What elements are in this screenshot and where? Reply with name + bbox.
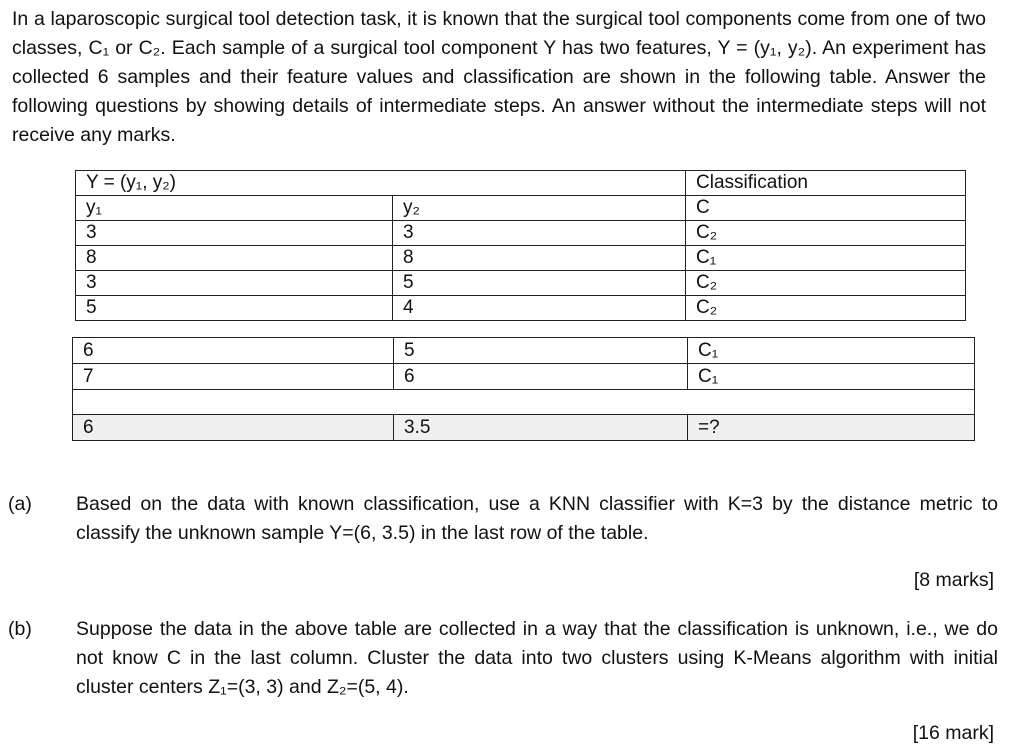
cell-y1: 7 xyxy=(73,364,394,390)
cell-class: C₁ xyxy=(686,246,966,271)
table-row xyxy=(73,364,975,390)
problem-intro: In a laparoscopic surgical tool detection task, it is known that the surgical tool components come from one of two classes, C₁ or C₂. Each sample of a surgical tool component Y has two features, Y = (y₁, y₂). An experiment has collected 6 samples and their feature values and classification are shown in the following table. Answer the following questions by showing details of intermediate steps. An answer without the intermediate steps will not receive any marks. xyxy=(12,8,986,146)
header-classification: Classification xyxy=(686,171,966,196)
cell-y1: 6 xyxy=(73,338,394,364)
table-header-row xyxy=(76,171,966,196)
cell-y1: 5 xyxy=(76,296,393,321)
data-table-continued xyxy=(72,337,975,441)
header-features: Y = (y₁, y₂) xyxy=(76,171,686,196)
question-b xyxy=(8,615,998,702)
unknown-sample-row xyxy=(73,415,975,441)
subheader-y1: y₁ xyxy=(76,196,393,221)
subheader-y2: y₂ xyxy=(393,196,686,221)
question-b-marks: [16 mark] xyxy=(912,722,994,744)
cell-class: =? xyxy=(688,415,975,441)
cell-y2: 5 xyxy=(394,338,688,364)
table-row xyxy=(76,246,966,271)
question-a-text: Based on the data with known classification, use a KNN classifier with K=3 by the distance metric to classify the unknown sample Y=(6, 3.5) in the last row of the table. xyxy=(76,493,998,544)
subheader-c: C xyxy=(686,196,966,221)
cell-y2: 3 xyxy=(393,221,686,246)
data-table-known xyxy=(75,170,966,321)
cell-y2: 6 xyxy=(394,364,688,390)
cell-class: C₂ xyxy=(686,271,966,296)
cell-y1: 3 xyxy=(76,271,393,296)
cell-y1: 8 xyxy=(76,246,393,271)
question-a xyxy=(8,490,998,548)
question-a-label: (a) xyxy=(8,493,32,515)
table-row xyxy=(76,271,966,296)
cell-y2: 5 xyxy=(393,271,686,296)
table-row xyxy=(73,338,975,364)
question-a-marks: [8 marks] xyxy=(913,569,994,591)
cell-y1: 6 xyxy=(73,415,394,441)
cell-y2: 8 xyxy=(393,246,686,271)
blank-separator-row xyxy=(73,390,975,415)
table-subheader-row xyxy=(76,196,966,221)
cell-class: C₁ xyxy=(688,338,975,364)
question-b-label: (b) xyxy=(8,618,32,640)
blank-cell xyxy=(73,390,975,415)
table-row xyxy=(76,296,966,321)
question-b-text: Suppose the data in the above table are collected in a way that the classification is unknown, i.e., we do not know C in the last column. Cluster the data into two clusters using K-Means algorithm with initial cluster centers Z₁=(3, 3) and Z₂=(5, 4). xyxy=(76,618,998,698)
cell-y2: 4 xyxy=(393,296,686,321)
cell-class: C₂ xyxy=(686,221,966,246)
cell-y2: 3.5 xyxy=(394,415,688,441)
table-row xyxy=(76,221,966,246)
cell-class: C₂ xyxy=(686,296,966,321)
cell-y1: 3 xyxy=(76,221,393,246)
cell-class: C₁ xyxy=(688,364,975,390)
